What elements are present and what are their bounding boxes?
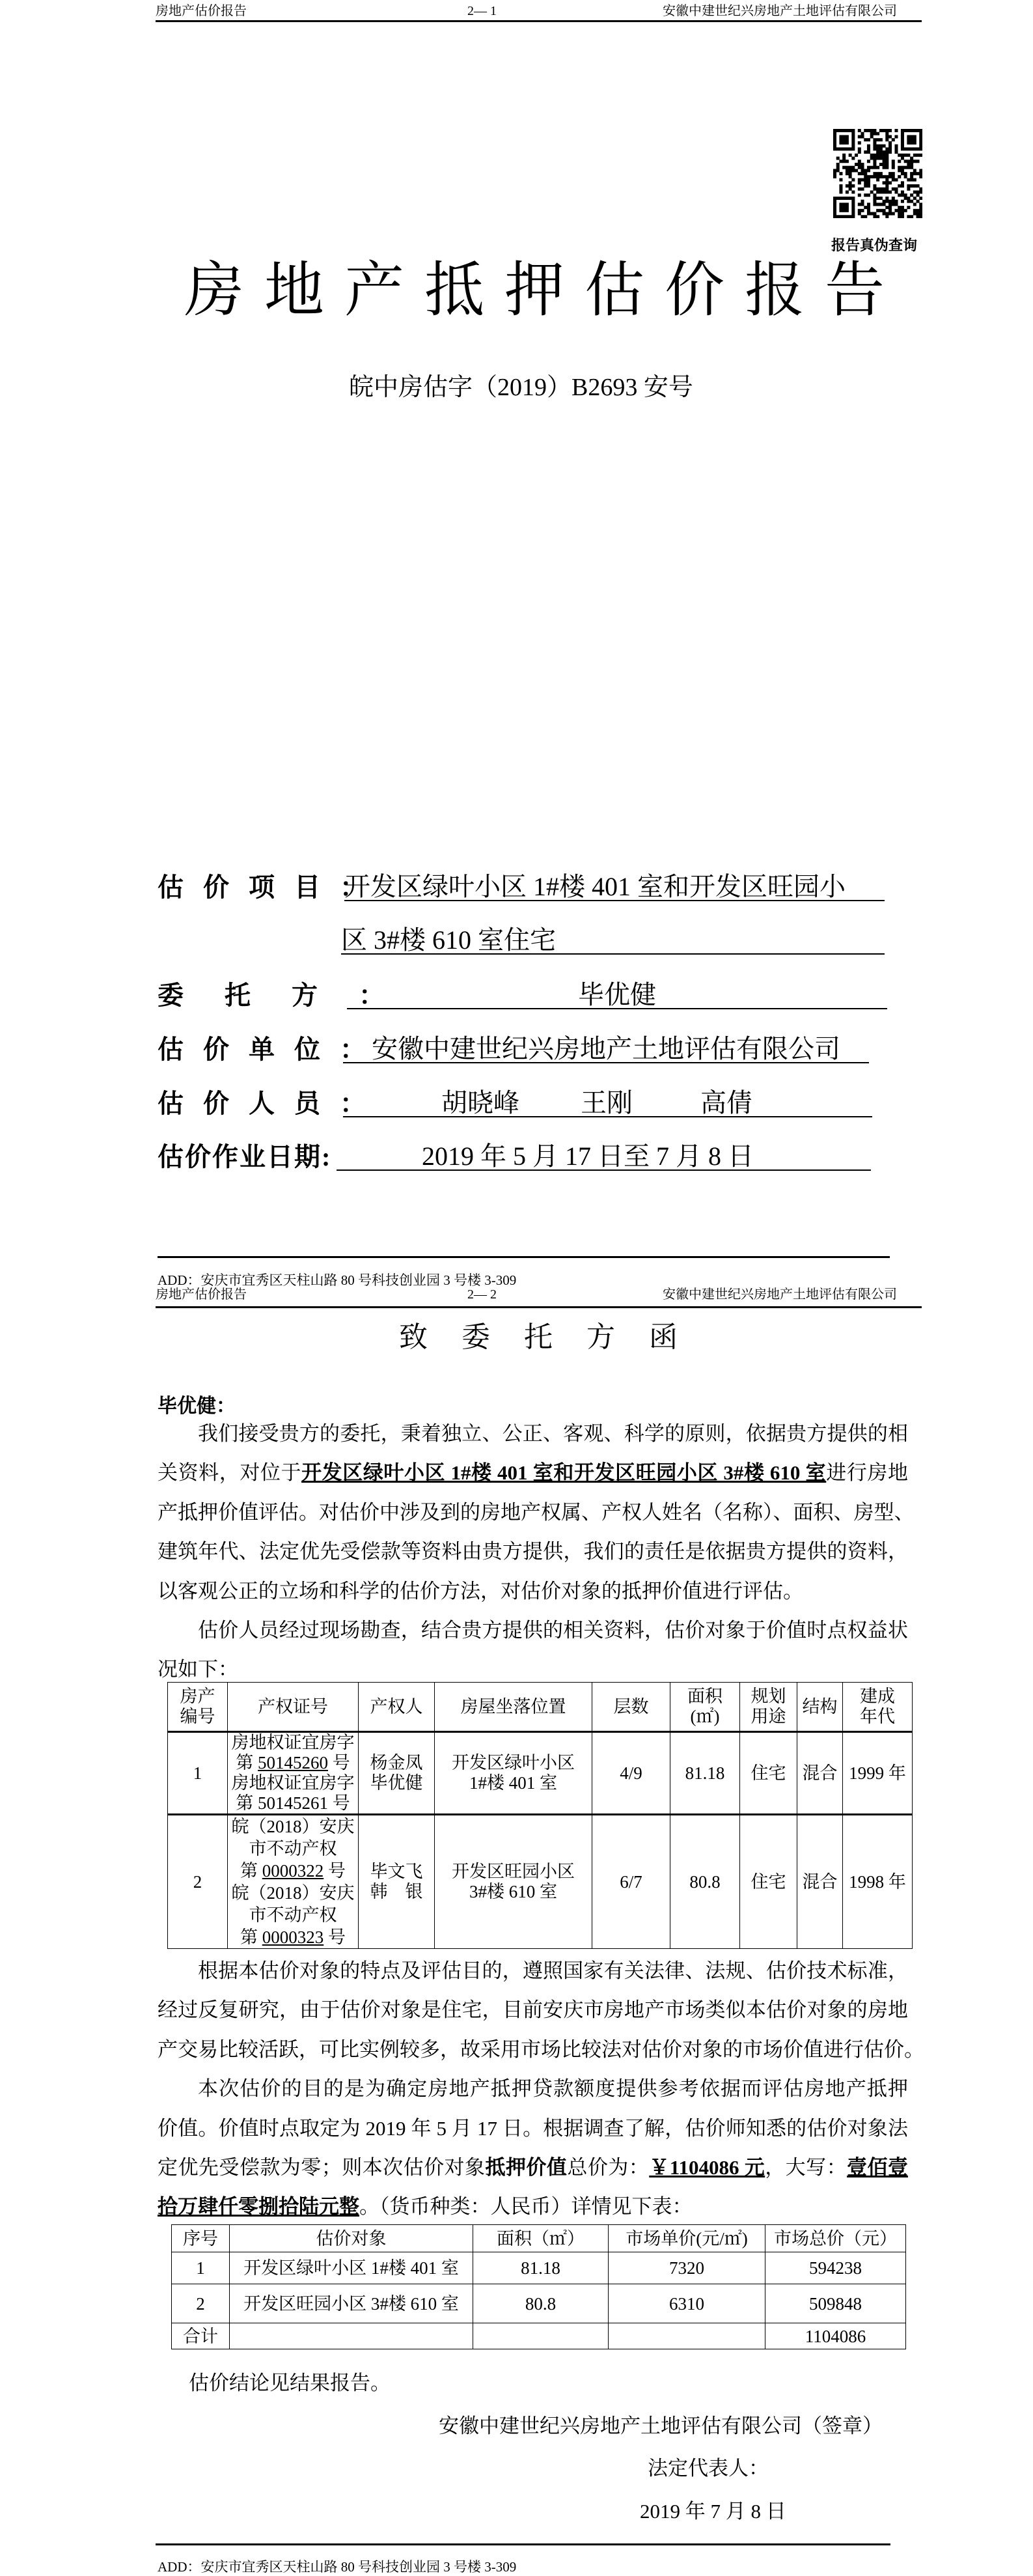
table-header-row — [172, 2225, 906, 2252]
text-line — [158, 2187, 908, 2226]
qr-code-icon[interactable] — [833, 129, 922, 218]
total-value-words: 拾万肆仟零捌拾陆元整 — [158, 2195, 359, 2219]
cell-no: 2 — [172, 2284, 230, 2323]
cert-prefix: 第 — [240, 1927, 262, 1947]
text-line: 经过反复研究，由于估价对象是住宅，目前安庆市房地产市场类似本估价对象的房地 — [158, 1998, 908, 2022]
cell-area: 81.18 — [670, 1732, 740, 1815]
cell-cert — [228, 1815, 359, 1949]
cert-line — [228, 1753, 358, 1773]
client-label: 委托方： — [158, 981, 426, 1010]
cell-object: 开发区绿叶小区 1#楼 401 室 — [230, 2252, 473, 2284]
column-header: 房屋坐落位置 — [435, 1683, 592, 1732]
letter-date: 2019 年 7 月 8 日 — [640, 2500, 786, 2523]
cell-area: 80.8 — [670, 1815, 740, 1949]
property-table — [167, 1682, 913, 1949]
cert-prefix: 第 — [236, 1753, 258, 1772]
table-total-row — [172, 2323, 906, 2349]
cert-line: 房地权证宜房字 — [231, 1733, 355, 1752]
text-segment: 进行房地 — [826, 1461, 909, 1485]
cell-floors: 6/7 — [592, 1815, 670, 1949]
client-value: 毕优健 — [347, 982, 887, 1009]
cell-use: 住宅 — [740, 1815, 797, 1949]
report-title: 房地产抵押估价报告 — [184, 257, 905, 324]
header-page-number: 2— 2 — [467, 1287, 497, 1302]
appraiser-org-value: 安徽中建世纪兴房地产土地评估有限公司 — [343, 1036, 869, 1063]
cert-line — [228, 1926, 358, 1948]
appraiser-name: 高倩 — [700, 1088, 752, 1117]
cell-location: 开发区绿叶小区 1#楼 401 室 — [435, 1732, 592, 1815]
text-segment: ，大写： — [765, 2155, 847, 2179]
cell-area: 80.8 — [473, 2284, 609, 2323]
cert-number: 0000323 — [262, 1927, 324, 1947]
letter-paragraph-3 — [158, 1952, 924, 2227]
cell-use: 住宅 — [740, 1732, 797, 1815]
cell-year: 1999 年 — [843, 1732, 913, 1815]
appraiser-name: 王刚 — [581, 1088, 633, 1117]
cell-cert — [228, 1732, 359, 1815]
empty-cell — [230, 2323, 473, 2349]
cert-suffix: 号 — [328, 1753, 350, 1772]
cell-floors: 4/9 — [592, 1732, 670, 1815]
header-company: 安徽中建世纪兴房地产土地评估有限公司 — [663, 4, 897, 18]
text-segment: 总价为： — [567, 2155, 650, 2179]
column-header: 估价对象 — [230, 2225, 473, 2252]
cert-line — [228, 1793, 358, 1813]
mortgage-value-label: 抵押价值 — [485, 2155, 568, 2179]
cert-prefix: 第 — [240, 1861, 262, 1881]
total-label: 合计 — [172, 2323, 230, 2349]
column-header: 市场总价（元） — [765, 2225, 906, 2252]
column-header: 序号 — [172, 2225, 230, 2252]
total-value: 1104086 — [765, 2323, 906, 2349]
column-header: 房产 编号 — [168, 1683, 228, 1732]
cell-total-price: 509848 — [765, 2284, 906, 2323]
column-header: 产权证号 — [228, 1683, 359, 1732]
property-address-emphasis: 开发区绿叶小区 1#楼 401 室和开发区旺园小区 3#楼 610 室 — [301, 1461, 827, 1485]
header-rule — [156, 20, 922, 22]
cell-unit-price: 6310 — [609, 2284, 765, 2323]
text-line: 况如下： — [158, 1658, 238, 1681]
period-label: 估价作业日期: — [158, 1142, 332, 1171]
footer-address: ADD：安庆市宜秀区天柱山路 80 号科技创业园 3 号楼 3-309 — [158, 2559, 517, 2575]
conclusion-note: 估价结论见结果报告。 — [189, 2372, 391, 2394]
cert-line: 房地权证宜房字 — [231, 1773, 355, 1793]
header-page-number: 2— 1 — [467, 4, 497, 18]
letter-paragraph-1 — [158, 1414, 915, 1690]
header-rule — [156, 1306, 922, 1308]
cert-line: 皖（2018）安庆 — [231, 1817, 355, 1836]
column-header: 市场单价(元/㎡) — [609, 2225, 765, 2252]
letter-salutation: 毕优健： — [158, 1395, 236, 1417]
cert-line: 市不动产权 — [249, 1839, 337, 1858]
text-line: 产交易比较活跃，可比实例较多，故采用市场比较法对估价对象的市场价值进行估价。 — [158, 2037, 924, 2061]
cell-unit-price: 7320 — [609, 2252, 765, 2284]
total-value-amount: ￥1104086 元 — [649, 2155, 765, 2179]
appraisers-label: 估价人员： — [158, 1089, 385, 1118]
cert-suffix: 号 — [324, 1861, 346, 1881]
cert-line: 市不动产权 — [249, 1905, 337, 1925]
text-line: 价值。价值时点取定为 2019 年 5 月 17 日。根据调查了解，估价师知悉的估价对象法 — [158, 2116, 908, 2140]
header-report-type: 房地产估价报告 — [156, 4, 247, 18]
report-number: 皖中房估字（2019）B2693 安号 — [349, 374, 693, 401]
text-line: 本次估价的目的是为确定房地产抵押贷款额度提供参考依据而评估房地产抵押 — [198, 2077, 908, 2101]
text-segment: 。（货币种类：人民币）详情见下表： — [359, 2195, 693, 2219]
cell-owner: 毕文飞 韩 银 — [359, 1815, 435, 1949]
appraiser-name: 胡晓峰 — [441, 1088, 519, 1117]
legal-representative: 法定代表人： — [648, 2457, 769, 2480]
text-line: 估价人员经过现场勘查，结合贵方提供的相关资料，估价对象于价值时点权益状 — [198, 1618, 908, 1642]
table-row — [172, 2284, 906, 2323]
table-row — [168, 1732, 913, 1815]
column-header: 规划 用途 — [740, 1683, 797, 1732]
cert-suffix: 号 — [324, 1927, 346, 1947]
empty-cell — [473, 2323, 609, 2349]
header-report-type: 房地产估价报告 — [156, 1287, 247, 1302]
cert-suffix: 号 — [328, 1793, 350, 1813]
header-company: 安徽中建世纪兴房地产土地评估有限公司 — [663, 1287, 897, 1302]
cell-object: 开发区旺园小区 3#楼 610 室 — [230, 2284, 473, 2323]
cert-number: 50145260 — [258, 1753, 328, 1772]
text-line: 建筑年代、法定优先受偿款等资料由贵方提供，我们的责任是依据贵方提供的资料， — [158, 1540, 908, 1563]
cell-no: 2 — [168, 1815, 228, 1949]
column-header: 建成 年代 — [843, 1683, 913, 1732]
cell-location: 开发区旺园小区 3#楼 610 室 — [435, 1815, 592, 1949]
text-line: 以客观公正的立场和科学的估价方法，对估价对象的抵押价值进行评估。 — [158, 1579, 803, 1603]
table-header-row — [168, 1683, 913, 1732]
column-header: 面积 (㎡) — [670, 1683, 740, 1732]
text-segment: 关资料，对位于 — [158, 1461, 302, 1485]
company-signature: 安徽中建世纪兴房地产土地评估有限公司（签章） — [439, 2415, 883, 2437]
cert-line — [228, 1860, 358, 1882]
footer-rule — [158, 1256, 890, 1258]
letter-title: 致委托方函 — [399, 1321, 711, 1353]
cert-number: 50145261 — [258, 1793, 328, 1813]
project-value-line2: 区 3#楼 610 室住宅 — [341, 927, 885, 955]
cell-total-price: 594238 — [765, 2252, 906, 2284]
text-line — [158, 2148, 908, 2187]
cell-year: 1998 年 — [843, 1815, 913, 1949]
project-value-line1: 开发区绿叶小区 1#楼 401 室和开发区旺园小 — [344, 874, 885, 901]
cert-number: 0000322 — [262, 1861, 324, 1881]
project-label: 估价项目： — [158, 873, 385, 902]
cell-structure: 混合 — [797, 1732, 843, 1815]
cert-prefix: 第 — [236, 1793, 258, 1813]
cell-no: 1 — [172, 2252, 230, 2284]
valuation-table — [171, 2224, 906, 2349]
column-header: 层数 — [592, 1683, 670, 1732]
cell-structure: 混合 — [797, 1815, 843, 1949]
footer-address: ADD：安庆市宜秀区天柱山路 80 号科技创业园 3 号楼 3-309 — [158, 1272, 517, 1288]
cell-area: 81.18 — [473, 2252, 609, 2284]
cell-owner: 杨金凤 毕优健 — [359, 1732, 435, 1815]
column-header: 产权人 — [359, 1683, 435, 1732]
column-header: 面积（㎡） — [473, 2225, 609, 2252]
text-segment: 定优先受偿款为零；则本次估价对象 — [158, 2155, 486, 2179]
appraisers-value — [343, 1090, 872, 1117]
column-header: 结构 — [797, 1683, 843, 1732]
total-value-words: 壹佰壹 — [847, 2155, 909, 2179]
text-line — [158, 1453, 908, 1492]
text-line: 我们接受贵方的委托，秉着独立、公正、客观、科学的原则，依据贵方提供的相 — [198, 1422, 908, 1445]
text-line: 根据本估价对象的特点及评估目的，遵照国家有关法律、法规、估价技术标准， — [198, 1959, 908, 1982]
period-value: 2019 年 5 月 17 日至 7 月 8 日 — [337, 1143, 871, 1171]
qr-caption: 报告真伪查询 — [831, 237, 918, 253]
cell-no: 1 — [168, 1732, 228, 1815]
empty-cell — [609, 2323, 765, 2349]
table-row — [168, 1815, 913, 1949]
cert-line: 皖（2018）安庆 — [231, 1883, 355, 1903]
text-line: 产抵押价值评估。对估价中涉及到的房地产权属、产权人姓名（名称）、面积、房型、 — [158, 1500, 915, 1524]
footer-rule — [156, 2543, 890, 2545]
table-row — [172, 2252, 906, 2284]
appraiser-org-label: 估价单位： — [158, 1035, 385, 1064]
